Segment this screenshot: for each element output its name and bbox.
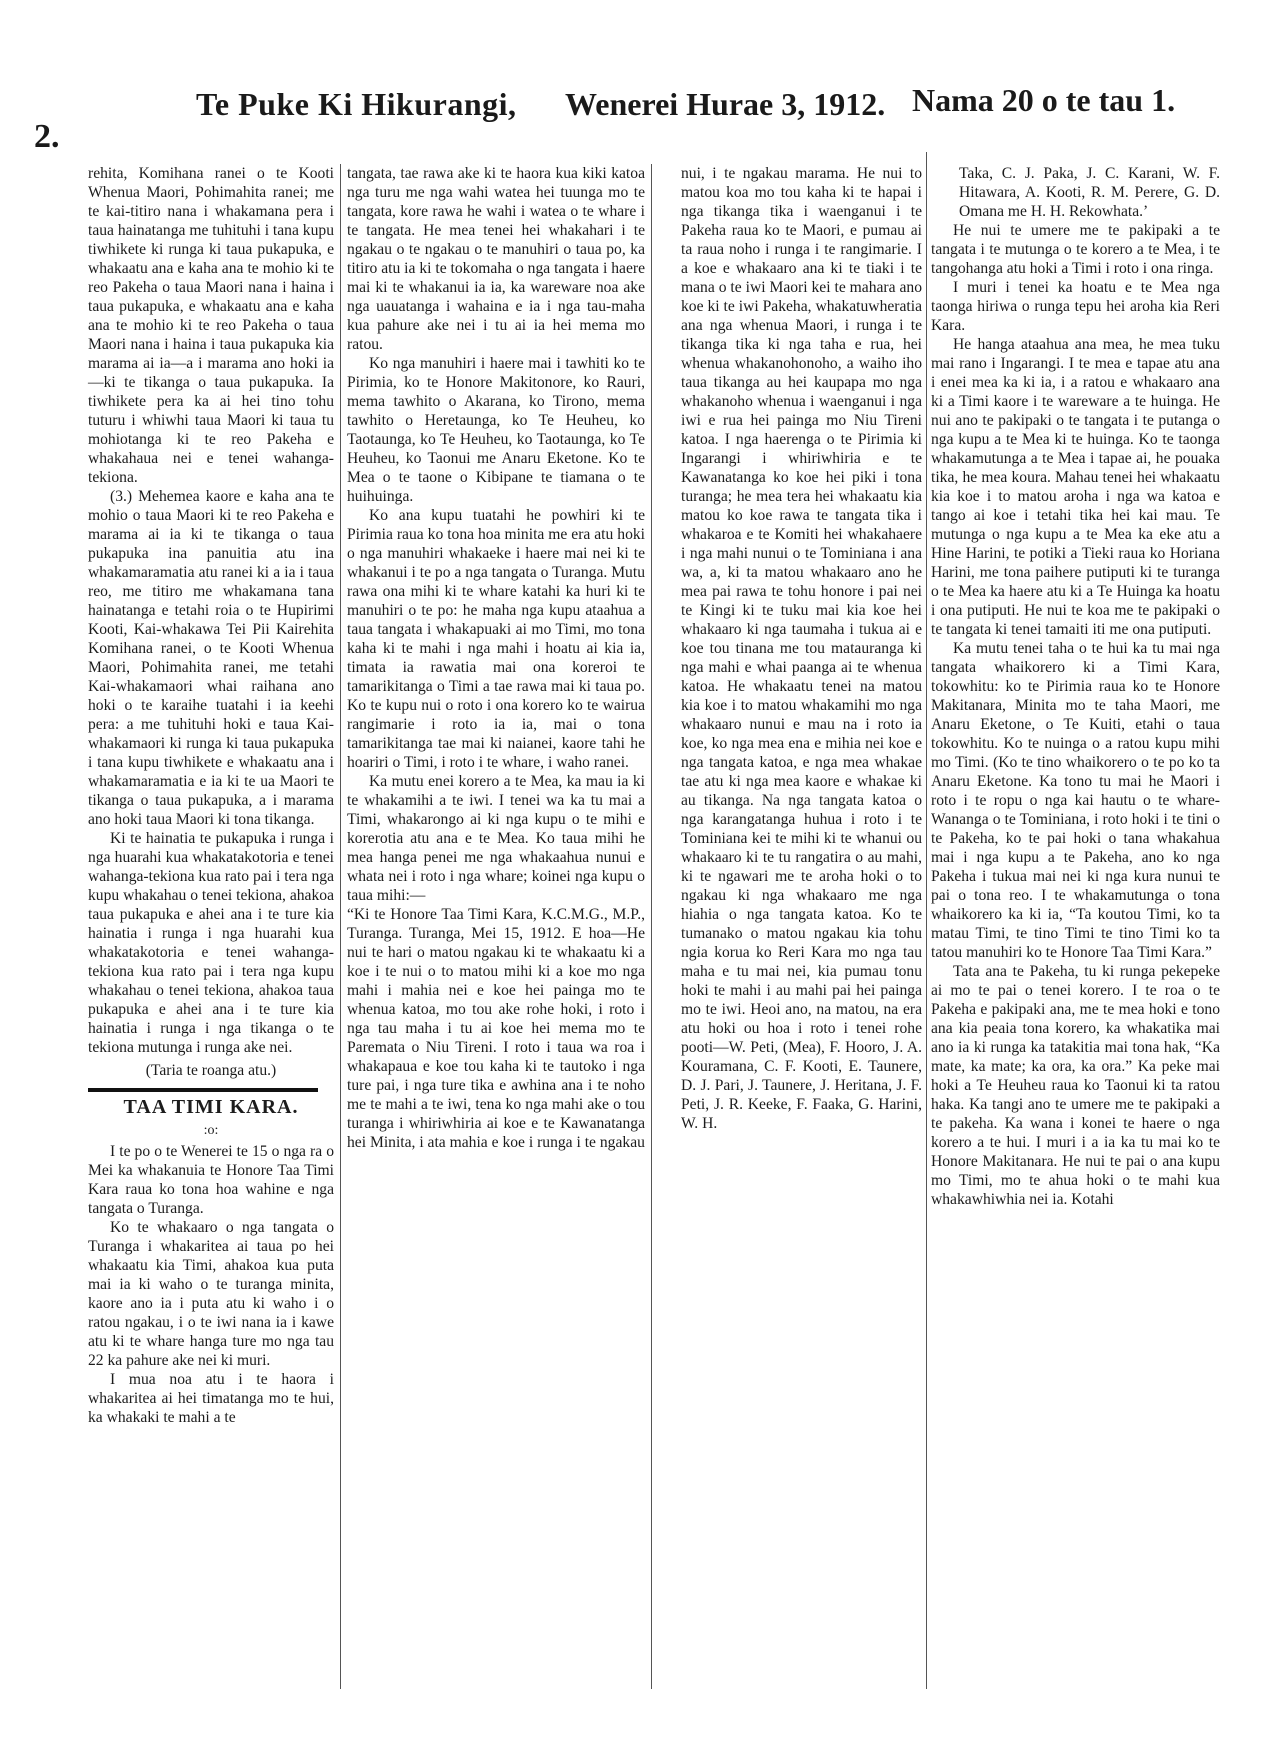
article-paragraph: rehita, Komihana ranei o te Kooti Whenua Maori, Pohimahita ranei; me te kai-titiro nana i whakamana pera i taua hainatanga me tuhituhi i tana kupu tiwhikete ki runga ki taua pukapuka, e whakaatu ana e kaha ana te mohio ki te reo Pakeha o taua Maori nana i haina i taua pukapuka, e whakaatu ana e kaha ana te mohio ki te reo Pakeha o taua Maori nana i haina i taua pukapuka kia marama ai ia—a i marama ano hoki ia—ki te tikanga o taua pukapuka. Ia tiwhikete pera ka ai hei tino tohu tuturu i whiwhi taua Maori ki taua tu mohiotanga ki te reo Pakeha e whakahaua nei e tenei wahanga-tekiona. xyxy=(88,165,334,486)
article-paragraph: Ki te hainatia te pukapuka i runga i nga huarahi kua whakatakotoria e tenei wahanga-tekiona kua rato pai i tera nga kupu whakahau o tenei tekiona, ahakoa taua pukapuka e ahei ana i te ture kia hainatia i runga i nga huarahi kua whakatakotoria e tenei wahanga-tekiona kua rato pai i tera nga kupu whakahau o tenei tekiona, ahakoa taua pukapuka e ahei ana i te ture kia hainatia i runga i nga tikanga o te tekiona mutunga i runga ake nei. xyxy=(88,830,334,1056)
article-paragraph: I mua noa atu i te haora i whakaritea ai hei timatanga mo te hui, ka whakaki te mahi a te xyxy=(88,1371,334,1426)
issue-date: Wenerei Hurae 3, 1912. xyxy=(565,86,886,122)
masthead xyxy=(0,78,1280,158)
issue-number: Nama 20 o te tau 1. xyxy=(912,82,1176,118)
article-paragraph: I muri i tenei ka hoatu e te Mea nga taonga hiriwa o runga tepu hei aroha kia Reri Kara. xyxy=(931,279,1220,334)
article-paragraph: I te po o te Wenerei te 15 o nga ra o Mei ka whakanuia te Honore Taa Timi Kara raua ko tona hoa wahine e nga tangata o Turanga. xyxy=(88,1143,334,1217)
signatories: Taka, C. J. Paka, J. C. Karani, W. F. Hitawara, A. Kooti, R. M. Perere, G. D. Omana me H. H. Rekowhata.’ xyxy=(959,165,1220,220)
column-2 xyxy=(347,164,645,1152)
page-number: 2. xyxy=(34,118,60,155)
article-paragraph: (3.) Mehemea kaore e kaha ana te mohio o taua Maori ki te reo Pakeha e marama ai ia ki te tikanga o taua pukapuka ina panuitia atu ina whakamaramatia atu ranei ki a ia i taua reo, me titiro me whakamana tana hainatanga e tetahi roia o te Hupirimi Kooti, Kai-whakawa Tei Pii Kairehita Komihana ranei, o te Kooti Whenua Maori, Pohimahita ranei, me tetahi Kai-whakamaori whai raihana ano hoki o te karaihe tuatahi i ia keehi pera: a me tuhituhi hoki e taua Kai-whakamaori ki runga ki taua pukapuka i tana kupu tiwhikete e whakaatu ana i whakamaramatia e ia ki te ua Maori te tikanga o taua pukapuka, a i marama ano hoki taua Maori ki tona tikanga. xyxy=(88,488,334,828)
article-paragraph: Tata ana te Pakeha, tu ki runga pekepeke ai mo te pai o tenei korero. I te roa o te Pakeha e pakipaki ana, me te mea hoki e tono ana kia peaia tona korero, ka whakatika mai ano ia ki runga ka tatakitia mai tona hak, “Ka mate, ka mate; ka ora, ka ora.” Ka peke mai hoki a Te Heuheu raua ko Taonui ki ta ratou haka. Ka tangi ano te umere me te pakipaki a te pakeha. Ka wana i konei te haere o nga korero a te hui. I muri i a ia ka tu mai ko te Honore Makitanara. He nui te pai o ana kupu mo Timi, mo te ahua hoki o te mahi kua whakawhiwhia nei ia. Kotahi xyxy=(931,963,1220,1208)
article-paragraph: He nui te umere me te pakipaki a te tangata i te mutunga o te korero a te Mea, i te tangohanga atu hoki a Timi i roto i ona ringa. xyxy=(931,222,1220,277)
article-paragraph: Ko nga manuhiri i haere mai i tawhiti ko te Pirimia, ko te Honore Makitonore, ko Rauri, mema tawhito o Akarana, ko Tirono, mema tawhito o Heretaunga, ko Te Heuheu, ko Taotaunga, ko Te Heuheu, ko Taotaunga, ko Te Heuheu, ko Taonui me Anaru Eketone. Ko te Mea o te taone o Kibipane te tiamana o te huihuinga. xyxy=(347,355,645,505)
column-4 xyxy=(931,164,1220,1209)
section-heading: TAA TIMI KARA. xyxy=(123,1096,299,1118)
column-divider xyxy=(340,164,341,1689)
article-paragraph: nui, i te ngakau marama. He nui to matou koa mo tou kaha ki te hapai i nga tikanga tika i waenganui i te Pakeha raua ko te Maori, e pumau ai ta raua noho i runga i te rangimarie. I a koe e whakaaro ana ki te tiaki i te mana o te iwi Maori kei te mahara ano koe ki te iwi Pakeha, whakatuwheratia ana nga whenua Maori, i runga i te tikanga tika ki nga taha e rua, hei whenua whakanohonoho, a waiho iho taua tikanga au hei kaupapa mo nga whakanoho whenua i waenganui i nga iwi e rua hei painga mo Niu Tireni katoa. I nga haerenga o te Pirimia ki Ingarangi i whiriwhiria e te Kawanatanga ko koe hei piki i tona turanga; he mea tera hei whakaatu kia matou ko koe rawa te tangata tika i whakaroa e te Komiti hei whakahaere i nga mahi nunui o te Tominiana i ana wa, a, ki ta matou whakaaro ano he mea pai rawa te tohu honore i pai nei te Kingi ki te tuku mai kia koe hei whakaaro ki nga taumaha i tukua ai e koe tou tinana me tou matauranga ki nga mahi e whai paanga ai te whenua katoa. He whakaatu tenei na matou kia koe i to matou whakamihi mo nga whakaaro nunui e mau na i roto ia koe, ko nga mea ena e mihia nei koe e nga tangata katoa, e nga mea whakae tae atu ki nga mea kaore e whakae ki au tikanga. Na nga tangata katoa o nga karangatanga huhua i roto i te Tominiana kei te mihi ki te whanui ou whakaaro ki te tu rangatira o au mahi, ki te ngawari me te aroha hoki o to ngakau ki nga whakaaro me nga hiahia o nga tangata katoa. Ko te tumanako o matou ngakau kia tohu ngia korua ko Reri Kara mo nga tau maha e tu mai nei, kia pumau tonu hoki te mahi i au mahi pai hei painga mo te iwi. Heoi ano, na matou, na era atu hoki ou hoa i roto i tenei rohe pooti—W. Peti, (Mea), F. Hooro, J. A. Kouramana, C. F. Kooti, E. Taunere, D. J. Pari, J. Taunere, J. Heritana, J. F. Peti, J. R. Keeke, F. Faaka, G. Harini, W. H. xyxy=(681,165,922,1132)
continued-note: (Taria te roanga atu.) xyxy=(145,1062,277,1079)
address-letter: “Ki te Honore Taa Timi Kara, K.C.M.G., M.P., Turanga. Turanga, Mei 15, 1912. E hoa—He nui te hari o matou ngakau ki te whakaatu ki a koe i te nui o to matou mihi ki a koe mo nga mahi i mahia nei e koe hei painga mo te whenua katoa, mo tou ake rohe hoki, i roto i nga tau maha i tu ai koe hei mema mo te Paremata o Niu Tireni. I roto i taua wa roa i whakapaua e koe tou kaha ki te tautoko i nga ture pai, i nga ture tika e awhina ana i te noho me te mahi a te iwi, tena ko nga mahi ake o tou turanga i whiriwhiria ai koe e te Kawanatanga hei Minita, i ata mahia e koe i runga i te ngakau xyxy=(347,906,645,1151)
column-1 xyxy=(88,164,334,1427)
section-rule xyxy=(88,1088,318,1092)
column-divider xyxy=(651,164,652,1689)
article-paragraph: tangata, tae rawa ake ki te haora kua kiki katoa nga turu me nga wahi watea hei tuunga mo te tangata, kore rawa he wahi i watea o te whare i te tangata. He mea tenei hei whakahari i te ngakau o te ngakau o te manuhiri o taua po, ka titiro atu ia ki te tokomaha o nga tangata i haere mai ki te whakanui ia ia, ka wareware noa ake nga uauatanga i wahaina e ia i nga tau-maha kua pahure ake nei i tu ai ia hei mema mo ratou. xyxy=(347,165,645,353)
newspaper-title: Te Puke Ki Hikurangi, xyxy=(196,86,517,122)
article-paragraph: He hanga ataahua ana mea, he mea tuku mai rano i Ingarangi. I te mea e tapae atu ana i enei mea ka ki ia, i a ratou e whakaaro ana ki a Timi kaore i te wareware a te huinga. He nui ano te pakipaki o te tangata i te putanga o nga kupu a te Mea ki te huinga. Ko te taonga whakamutunga a te Mea i tapae ai, he pouaka tika, he mea koura. Mahau tenei hei whakaatu kia koe i to matou aroha i nga wa katoa e tango ai koe i tetahi tika hei kai mau. Te mutunga o nga kupu a te Mea ka eke atu a Hine Harini, te potiki a Tieki raua ko Horiana Harini, me tona paihere putiputi ki te turanga o te Mea ka haere atu ki a Te Huinga ka hoatu i ona putiputi. He nui te koa me te pakipaki o te tangata ki tenei tamaiti iti me ona putiputi. xyxy=(931,336,1220,638)
article-paragraph: Ka mutu tenei taha o te hui ka tu mai nga tangata whaikorero ki a Timi Kara, tokowhitu: ko te Pirimia raua ko te Honore Makitanara, Minita mo te taha Maori, me Anaru Eketone, o Te Kuiti, etahi o taua tokowhitu. Ko te nuinga o a ratou kupu mihi mo Timi. (Ko te tino whaikorero o te po ko ta Anaru Eketone. Ka tono tu mai he Maori i roto i te ropu o nga kai hautu o te whare-Wananga o te Tominiana, i roto hoki i te tini o te Pakeha, ko te pai hoki o tana whakahua mai i nga kupu a te Pakeha, ano ko nga Pakeha i tukua mai nei ki nga kura nunui te pai o tona reo. I te whakamutunga o tona whaikorero ka ki ia, “Ta koutou Timi, ko ta matau Timi, te tino Timi te tino Timi ko ta tatou manuhiri ko te Honore Taa Timi Kara.” xyxy=(931,640,1220,961)
section-separator: :o: xyxy=(203,1123,219,1138)
article-paragraph: Ka mutu enei korero a te Mea, ka mau ia ki te whakamihi a te iwi. I tenei wa ka tu mai a Timi, whakarongo ai ki nga kupu o te mihi e korerotia atu ana e te Mea. Ko taua mihi he mea hanga penei me nga whakaahua nunui e whata nei i roto i nga whare; koinei nga kupu o taua mihi:— xyxy=(347,773,645,904)
column-3 xyxy=(681,164,922,1133)
article-paragraph: Ko ana kupu tuatahi he powhiri ki te Pirimia raua ko tona hoa minita me era atu hoki o nga manuhiri whakaeke i haere mai nei ki te whakanui i te po a nga tangata o Turanga. Mutu rawa ona mihi ki te whare katahi ka huri ki te manuhiri o te po: he maha nga kupu ataahua a taua tangata i whakapuaki ai mo Timi, mo tona kaha ki te mahi i nga mahi i hoatu ai kia ia, timata ia rawatia mai ona koreroi te tamarikitanga o Timi a tae rawa mai ki taua po. Ko te kupu nui o roto i ona korero ko te wairua rangimarie i roto ia ia, mai o tona tamarikitanga tae mai ki naianei, kaore tahi he hoariri o Timi, i roto i te whare, i waho ranei. xyxy=(347,507,645,771)
column-divider xyxy=(926,152,927,1689)
article-paragraph: Ko te whakaaro o nga tangata o Turanga i whakaritea ai taua po hei whakaatu kia Timi, ahakoa kua puta mai ia ki waho o te turanga minita, kaore ano ia i puta atu ki waho i o ratou ngakau, i o te iwi nana ia i kawe atu ki te whare hanga ture mo nga tau 22 ka pahure ake nei ki muri. xyxy=(88,1219,334,1369)
